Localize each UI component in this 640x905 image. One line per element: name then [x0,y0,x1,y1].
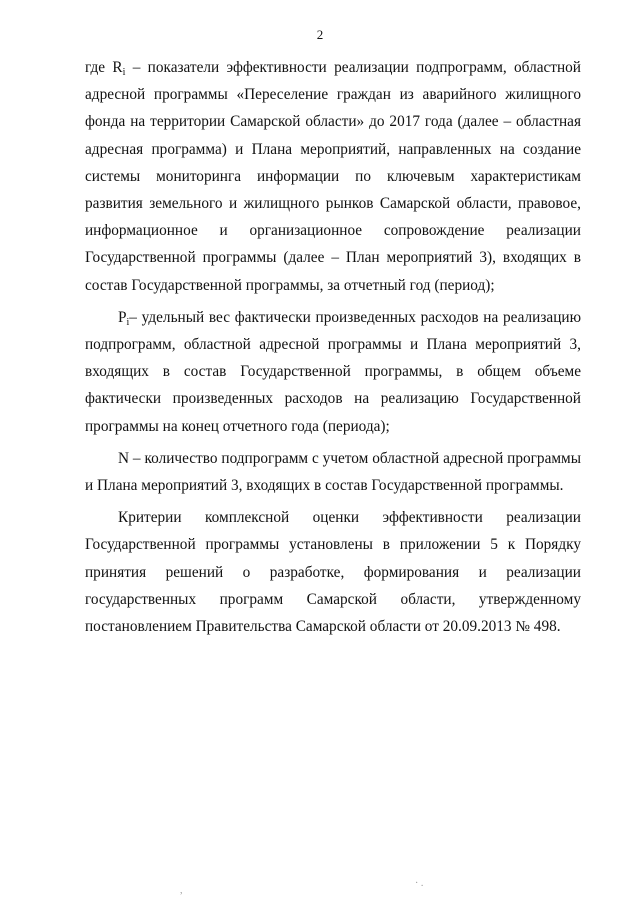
pi-symbol: P [118,308,127,326]
paragraph-n-definition: N – количество подпрограмм с учетом областной адресной программы и Плана мероприятий 3, входящих в состав Государственной программы. [85,449,581,495]
scan-speck-mark: · . [415,878,424,889]
document-body [85,54,581,640]
scan-speck-mark: , [180,885,183,896]
pi-subscript: i [126,316,130,328]
ri-lead-text: где R [85,59,123,76]
paragraph-pi-definition [85,304,581,440]
pi-definition-text: – удельный вес фактически произведенных расходов на реализацию подпрограмм, областной адресной программы и Плана мероприятий 3, входящих в состав Государственной программы, в общем объеме фактически произведенных расходов на реализацию Государственной программы на конец отчетного года (периода); [85,308,581,435]
paragraph-criteria: Критерии комплексной оценки эффективности реализации Государственной программы установлены в приложении 5 к Порядку принятия решений о разработке, формирования и реализации государственных программ Самарской области, утвержденному постановлением Правительства Самарской области от 20.09.2013 № 498. [85,509,581,636]
paragraph-ri-definition [85,54,581,299]
page-number: 2 [316,27,324,42]
ri-subscript: i [122,67,126,78]
ri-definition-text: – показатели эффективности реализации подпрограмм, областной адресной программы «Переселение граждан из аварийного жилищного фонда на территории Самарской области» до 2017 года (далее – областная адресная программа) и Плана мероприятий, направленных на создание системы мониторинга информации по ключевым характеристикам развития земельного и жилищного рынков Самарской области, правовое, информационное и организационное сопровождение реализации Государственной программы (далее – План мероприятий 3), входящих в состав Государственной программы, за отчетный год (период); [85,59,581,294]
